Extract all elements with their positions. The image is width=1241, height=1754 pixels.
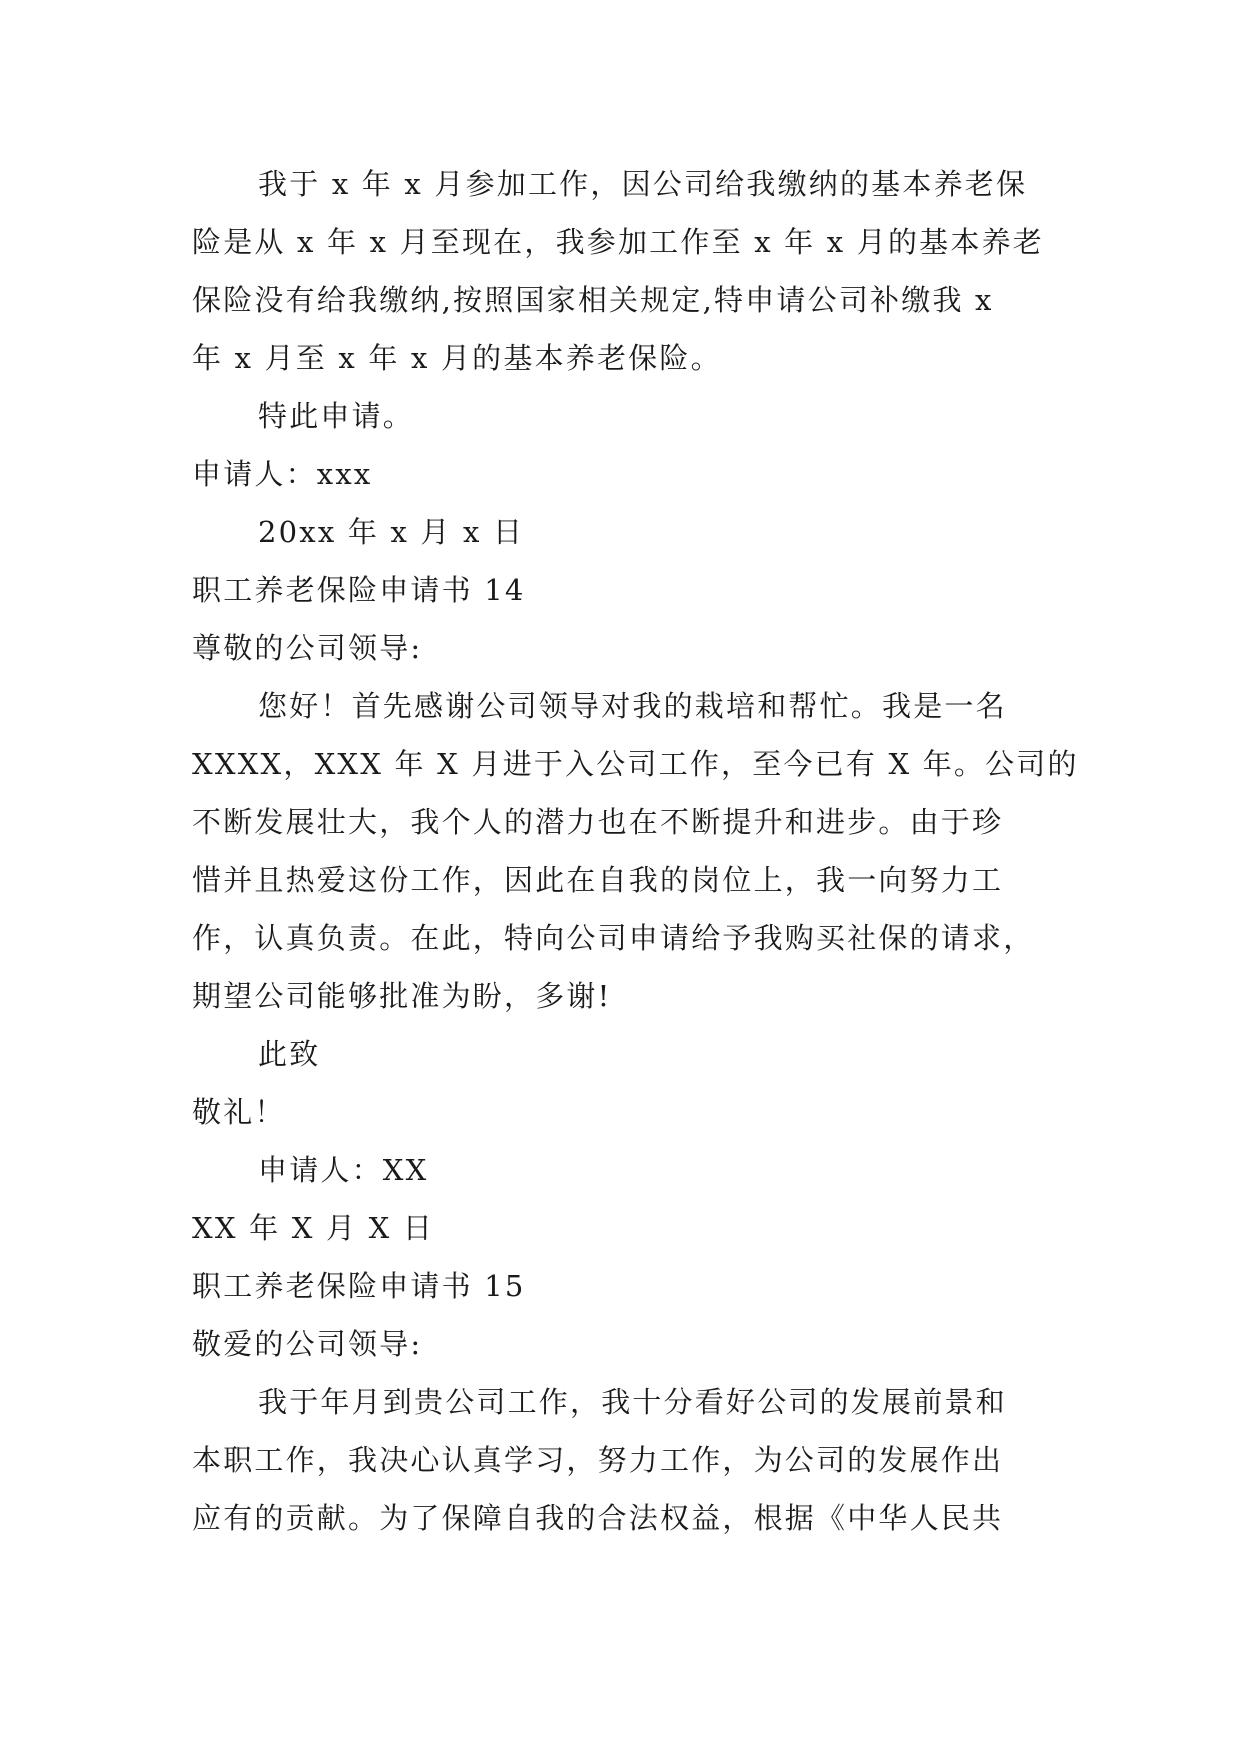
paragraph-line: 我于 x 年 x 月参加工作，因公司给我缴纳的基本养老保 (258, 167, 1028, 201)
paragraph-line: 保险没有给我缴纳,按照国家相关规定,特申请公司补缴我 x (192, 283, 994, 317)
closing-phrase: 敬礼！ (192, 1095, 286, 1129)
paragraph-line: 我于年月到贵公司工作，我十分看好公司的发展前景和 (258, 1385, 1007, 1419)
salutation: 敬爱的公司领导: (192, 1327, 423, 1361)
paragraph-line: 不断发展壮大，我个人的潜力也在不断提升和进步。由于珍 (192, 805, 1004, 839)
document-title: 职工养老保险申请书 15 (192, 1269, 526, 1303)
paragraph-line: XXXX，XXX 年 X 月进于入公司工作，至今已有 X 年。公司的 (192, 747, 1079, 781)
closing-request-line: 特此申请。 (258, 399, 415, 433)
closing-phrase: 此致 (258, 1037, 321, 1071)
applicant-signature: 申请人：XX (258, 1153, 429, 1187)
paragraph-line: 险是从 x 年 x 月至现在，我参加工作至 x 年 x 月的基本养老 (192, 225, 1044, 259)
document-title: 职工养老保险申请书 14 (192, 573, 526, 607)
applicant-signature: 申请人：xxx (192, 457, 373, 491)
date-line: 20xx 年 x 月 x 日 (258, 515, 525, 549)
paragraph-line: 应有的贡献。为了保障自我的合法权益，根据《中华人民共 (192, 1501, 1004, 1535)
paragraph-line: 期望公司能够批准为盼，多谢! (192, 979, 612, 1013)
paragraph-line: 您好！首先感谢公司领导对我的栽培和帮忙。我是一名 (258, 689, 1007, 723)
paragraph-line: 惜并且热爱这份工作，因此在自我的岗位上，我一向努力工 (192, 863, 1004, 897)
document-body (192, 155, 1079, 1547)
paragraph-line: 年 x 月至 x 年 x 月的基本养老保险。 (192, 341, 722, 375)
paragraph-line: 本职工作，我决心认真学习，努力工作，为公司的发展作出 (192, 1443, 1004, 1477)
paragraph-line: 作，认真负责。在此，特向公司申请给予我购买社保的请求， (192, 921, 1035, 955)
date-line: XX 年 X 月 X 日 (192, 1211, 435, 1245)
salutation: 尊敬的公司领导: (192, 631, 423, 665)
